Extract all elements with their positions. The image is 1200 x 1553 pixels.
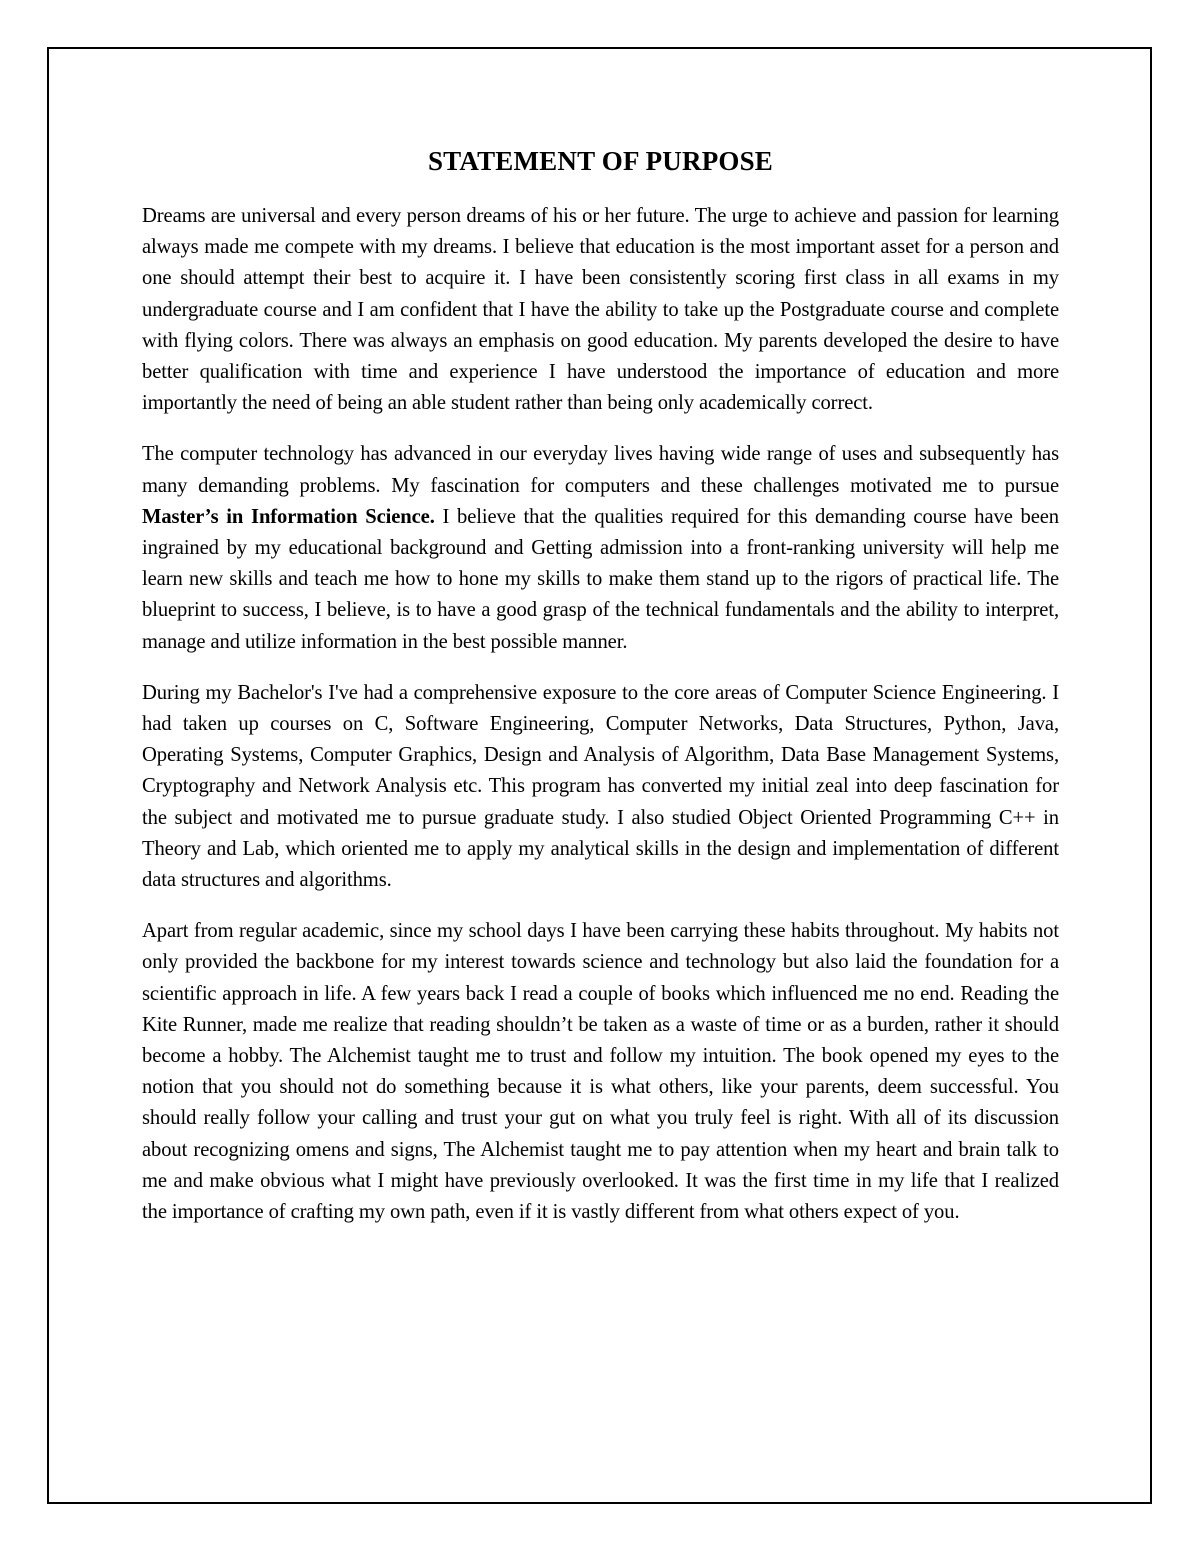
paragraph-text: I believe that the qualities required for this demanding course have been ingrained by my educational background and Getting admission into a front-ranking university will help me learn new skills and teach me how to hone my skills to make them stand up to the rigors of practical life. The blueprint to success, I believe, is to have a good grasp of the technical fundamentals and the ability to interpret, manage and utilize information in the best possible manner. <box>142 505 1059 653</box>
program-name-bold: Master’s in Information Science. <box>142 505 435 528</box>
paragraph-text: The computer technology has advanced in our everyday lives having wide range of uses and subsequently has many demanding problems. My fascination for computers and these challenges motivated me to pursue <box>142 443 1059 497</box>
paragraph-bachelors: During my Bachelor's I've had a comprehensive exposure to the core areas of Computer Science Engineering. I had taken up courses on C, Software Engineering, Computer Networks, Data Structures, Python, Java, Operating Systems, Computer Graphics, Design and Analysis of Algorithm, Data Base Management Systems, Cryptography and Network Analysis etc. This program has converted my initial zeal into deep fascination for the subject and motivated me to pursue graduate study. I also studied Object Oriented Programming C++ in Theory and Lab, which oriented me to apply my analytical skills in the design and implementation of different data structures and algorithms. <box>142 681 1059 892</box>
paragraph-habits: Apart from regular academic, since my school days I have been carrying these habits throughout. My habits not only provided the backbone for my interest towards science and technology but also laid the foundation for a scientific approach in life. A few years back I read a couple of books which influenced me no end. Reading the Kite Runner, made me realize that reading shouldn’t be taken as a waste of time or as a burden, rather it should become a hobby. The Alchemist taught me to trust and follow my intuition. The book opened my eyes to the notion that you should not do something because it is what others, like your parents, deem successful. You should really follow your calling and trust your gut on what you truly feel is right. With all of its discussion about recognizing omens and signs, The Alchemist taught me to pay attention when my heart and brain talk to me and make obvious what I might have previously overlooked. It was the first time in my life that I realized the importance of crafting my own path, even if it is vastly different from what others expect of you. <box>142 920 1059 1224</box>
paragraph-dreams: Dreams are universal and every person dreams of his or her future. The urge to achieve and passion for learning always made me compete with my dreams. I believe that education is the most important asset for a person and one should attempt their best to acquire it. I have been consistently scoring first class in all exams in my undergraduate course and I am confident that I have the ability to take up the Postgraduate course and complete with flying colors. There was always an emphasis on good education. My parents developed the desire to have better qualification with time and experience I have understood the importance of education and more importantly the need of being an able student rather than being only academically correct. <box>142 205 1059 415</box>
paragraph-computer-technology <box>142 439 1059 657</box>
document-body <box>142 143 1059 1248</box>
document-title: STATEMENT OF PURPOSE <box>427 146 774 176</box>
